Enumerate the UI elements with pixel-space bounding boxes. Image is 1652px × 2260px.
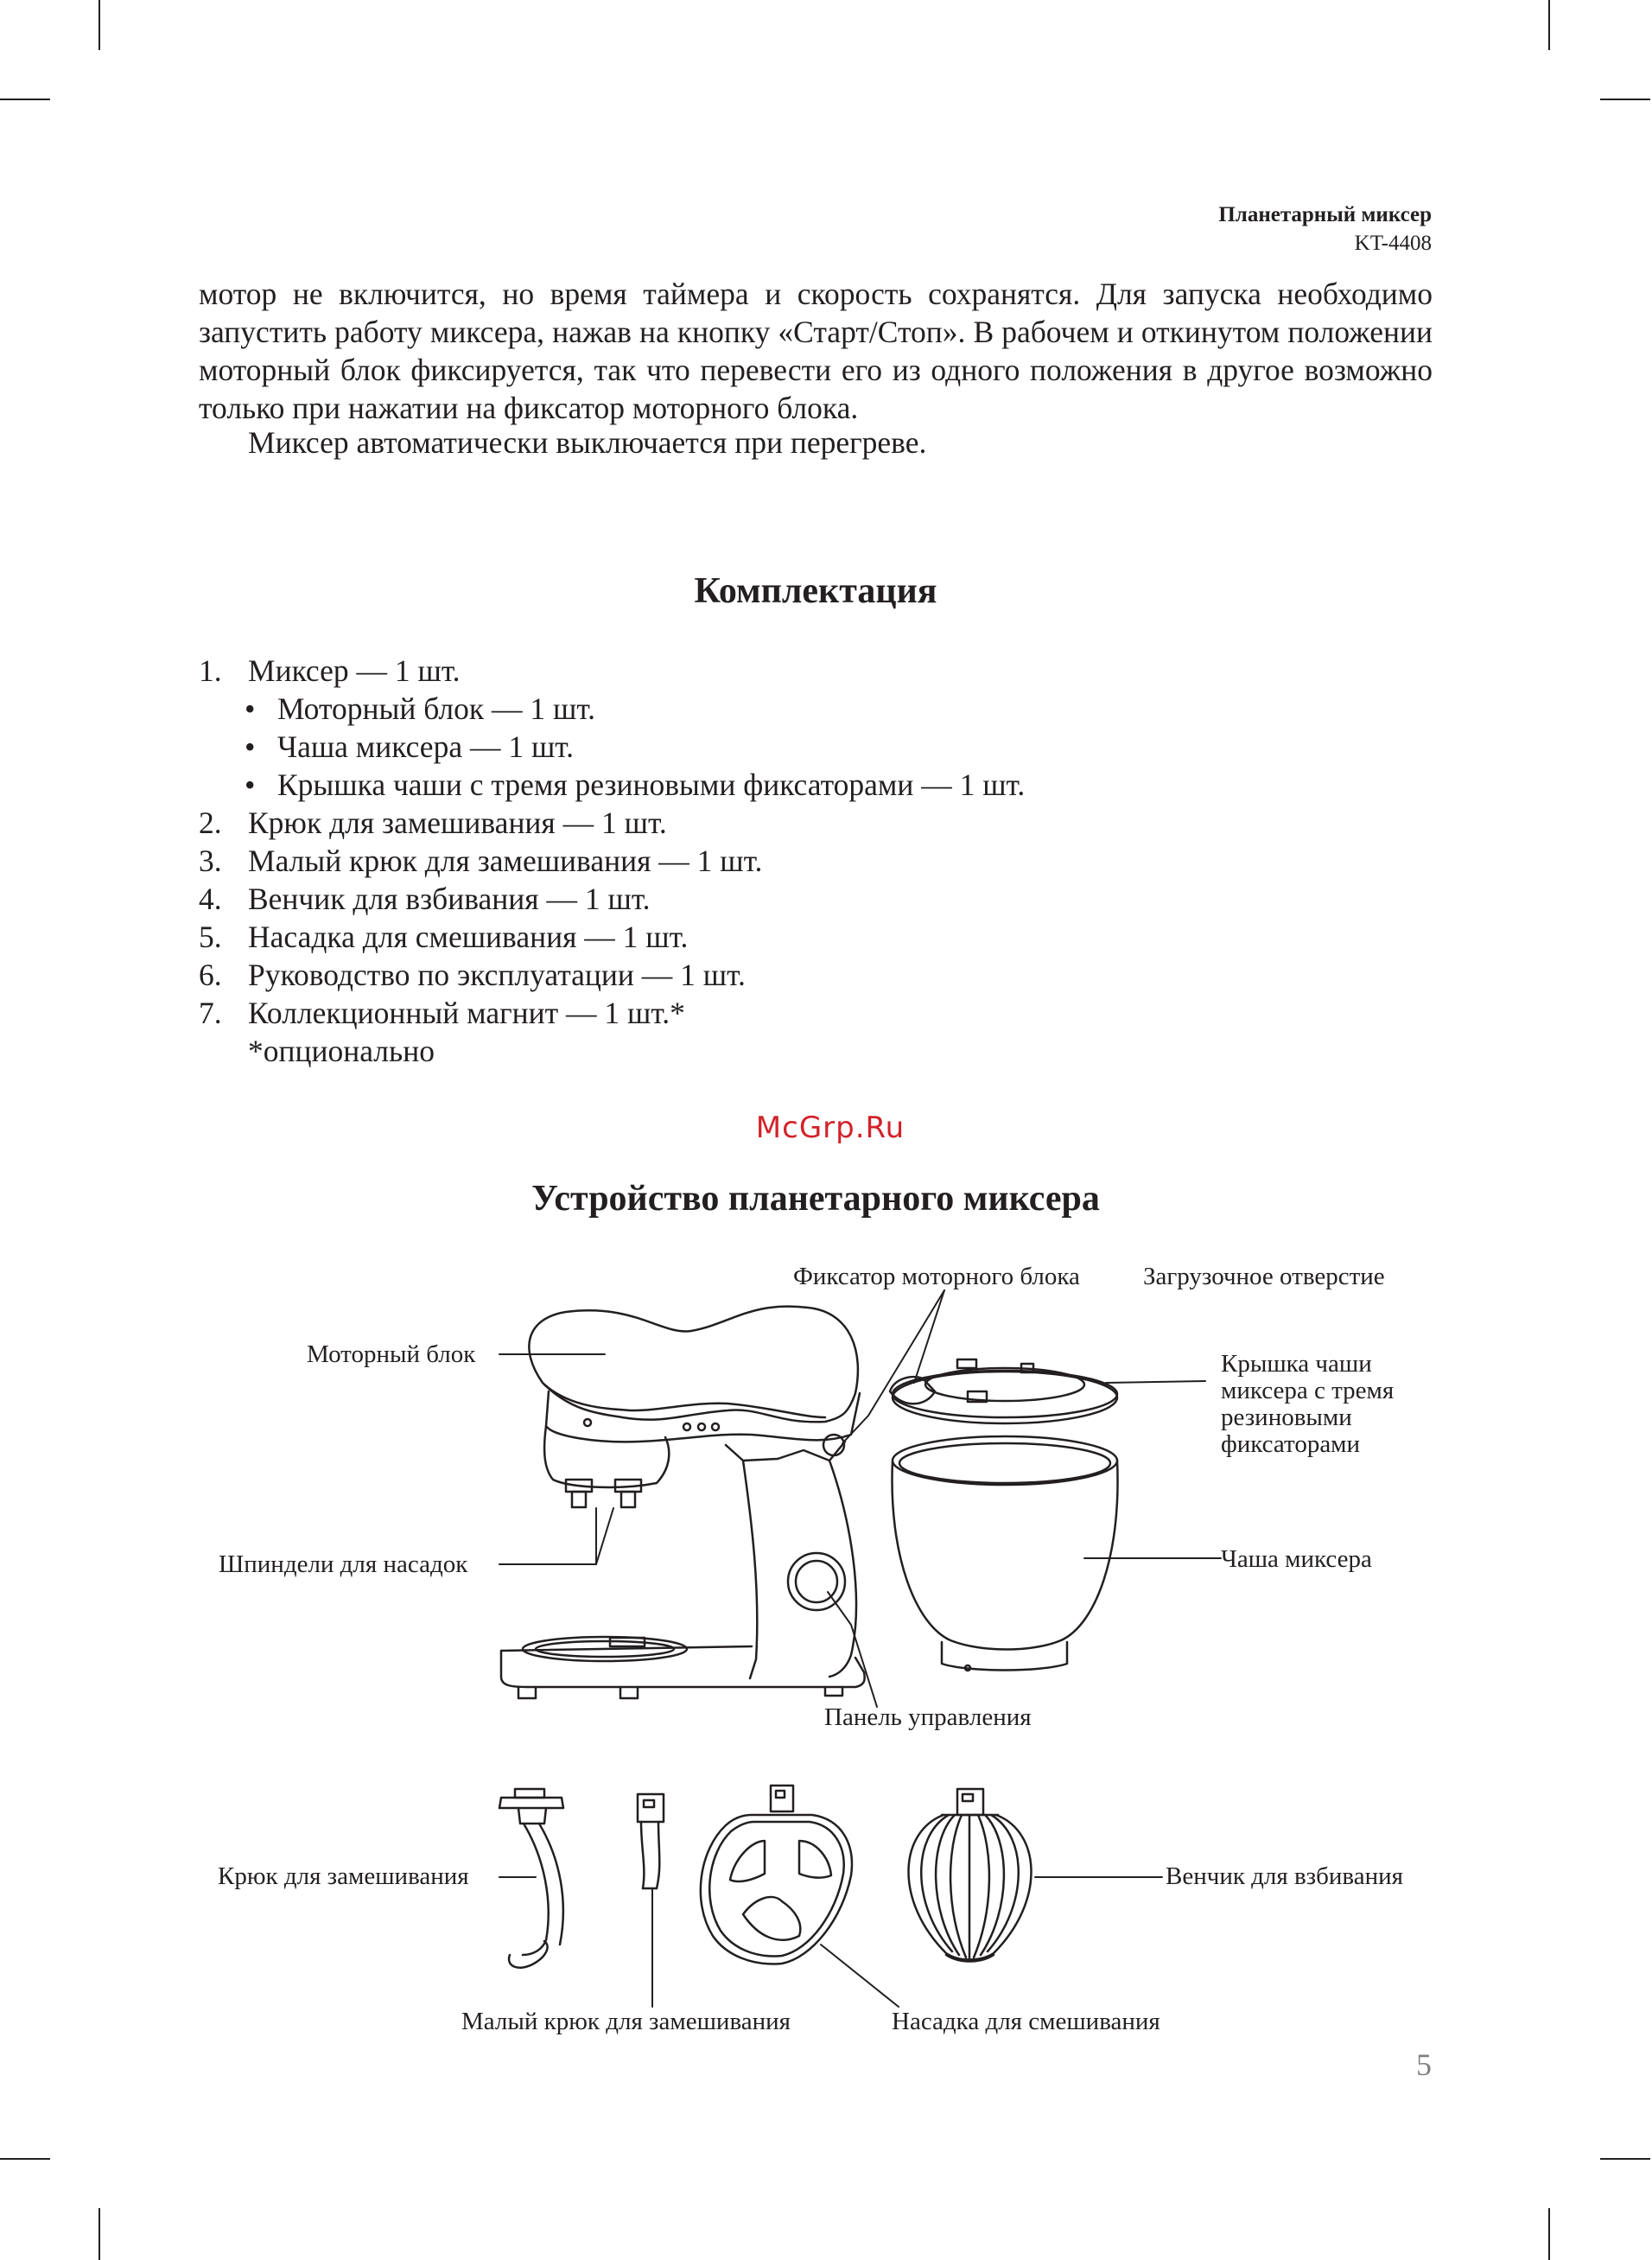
label-bowl: Чаша миксера	[1221, 1545, 1372, 1573]
mixer-bowl-illustration	[892, 1436, 1117, 1671]
list-number: 3.	[199, 844, 222, 878]
list-text: Крюк для замешивания — 1 шт.	[248, 805, 667, 840]
list-text: Чаша миксера — 1 шт.	[277, 729, 575, 764]
list-bullet: •	[245, 729, 256, 764]
list-text: Малый крюк для замешивания — 1 шт.	[248, 844, 763, 878]
list-text: Крышка чаши с тремя резиновыми фиксаторами — 1 шт.	[277, 767, 1026, 802]
label-bowl-lid-line: фиксаторами	[1221, 1430, 1361, 1458]
list-bullet: •	[245, 691, 256, 726]
label-spindles: Шпиндели для насадок	[219, 1550, 468, 1578]
overheat-paragraph: Миксер автоматически выключается при перегреве.	[248, 425, 927, 460]
list-text: Насадка для смешивания — 1 шт.	[248, 920, 689, 954]
list-bullet: •	[245, 767, 256, 802]
whisk-illustration	[908, 1789, 1031, 1962]
intro-paragraph: мотор не включится, но время таймера и скорость сохранятся. Для запуска необходимо запустить работу миксера, нажав на кнопку «Старт/Стоп». В рабочем и откинутом положении моторный блок фиксируется, так что перевести его из одного положения в другое возможно только при нажатии на фиксатор моторного блока.	[199, 277, 1433, 425]
list-number: 5.	[199, 920, 222, 954]
list-text: Коллекционный магнит — 1 шт.*	[248, 996, 685, 1030]
label-whisk: Венчик для взбивания	[1166, 1862, 1403, 1890]
label-mixing-beater: Насадка для смешивания	[892, 2008, 1160, 2035]
label-dough-hook: Крюк для замешивания	[218, 1862, 469, 1890]
list-number: 6.	[199, 958, 222, 992]
device-heading: Устройство планетарного миксера	[531, 1179, 1100, 1219]
label-control-panel: Панель управления	[824, 1703, 1032, 1731]
label-bowl-lid-line: миксера с тремя	[1221, 1377, 1395, 1404]
label-motor-lock: Фиксатор моторного блока	[793, 1263, 1080, 1290]
list-text: Руководство по эксплуатации — 1 шт.	[248, 958, 746, 992]
small-hook-illustration	[638, 1794, 664, 1888]
list-text: Венчик для взбивания — 1 шт.	[248, 882, 651, 916]
watermark-link[interactable]: McGrp.Ru	[755, 1111, 905, 1145]
list-footnote: *опционально	[248, 1034, 435, 1068]
label-bowl-lid	[1221, 1351, 1394, 1458]
bowl-lid-illustration	[890, 1359, 1117, 1423]
label-small-hook: Малый крюк для замешивания	[461, 2008, 791, 2035]
list-text: Моторный блок — 1 шт.	[277, 691, 596, 726]
label-bowl-lid-line: резиновыми	[1221, 1404, 1352, 1431]
label-motor-block: Моторный блок	[307, 1340, 476, 1368]
list-number: 2.	[199, 805, 222, 840]
dough-hook-illustration	[499, 1789, 563, 1968]
page-number: 5	[1416, 2047, 1432, 2082]
running-header-title: Планетарный миксер	[1218, 203, 1432, 226]
label-loading-hole: Загрузочное отверстие	[1143, 1263, 1385, 1290]
stand-mixer-illustration	[501, 1307, 865, 1698]
label-bowl-lid-line: Крышка чаши	[1221, 1350, 1372, 1378]
list-number: 7.	[199, 996, 222, 1030]
list-text: Миксер — 1 шт.	[248, 653, 461, 688]
running-header-model: KT-4408	[1354, 232, 1432, 255]
contents-heading: Комплектация	[694, 571, 937, 611]
list-number: 1.	[199, 653, 222, 688]
mixing-beater-illustration	[701, 1786, 852, 1964]
list-number: 4.	[199, 882, 222, 916]
